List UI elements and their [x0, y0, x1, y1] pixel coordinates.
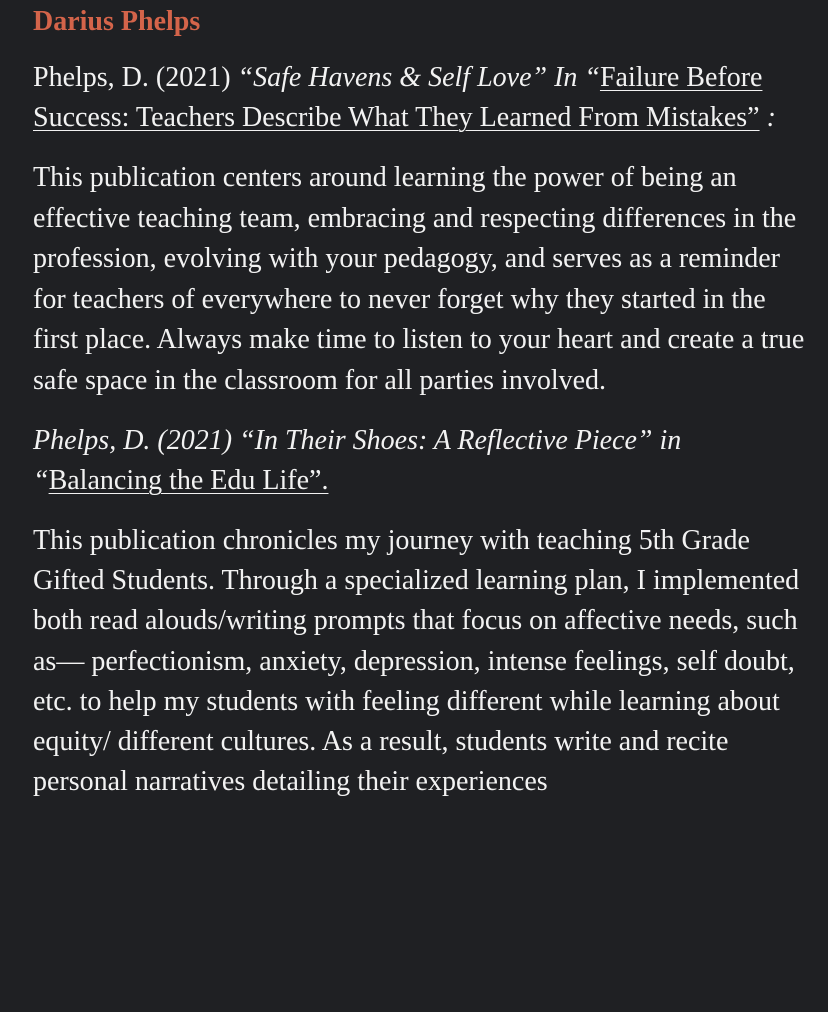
citation-text: Phelps, D. (2021) “In Their Shoes: A Reflective Piece” in “ [33, 425, 682, 496]
book-link-failure-before-success[interactable]: Failure Before Success: Teachers Describe What They Learned From Mistakes” [33, 62, 763, 133]
publication-title: “Safe Havens & Self Love” In “ [237, 62, 600, 93]
author-name: Darius Phelps [33, 6, 201, 37]
publication-citation-2 [33, 421, 808, 501]
book-link-balancing-the-edu-life[interactable]: Balancing the Edu Life”. [48, 465, 329, 496]
citation-suffix: : [759, 102, 776, 133]
publication-description-2: This publication chronicles my journey with teaching 5th Grade Gifted Students. Through a specialized learning plan, I implemented both read alouds/writing prompts that focus on affective needs, such as— perfectionism, anxiety, depression, intense feelings, self doubt, etc. to help my students with feeling different while learning about equity/ different cultures. As a result, students write and recite personal narratives detailing their experiences [33, 525, 800, 798]
publication-description-1: This publication centers around learning the power of being an effective teaching team, embracing and respecting differences in the profession, evolving with your pedagogy, and serves as a reminder for teachers of everywhere to never forget why they started in the first place. Always make time to listen to your heart and create a true safe space in the classroom for all parties involved. [33, 162, 805, 396]
publication-citation-1 [33, 58, 808, 138]
citation-prefix: Phelps, D. (2021) [33, 62, 238, 93]
